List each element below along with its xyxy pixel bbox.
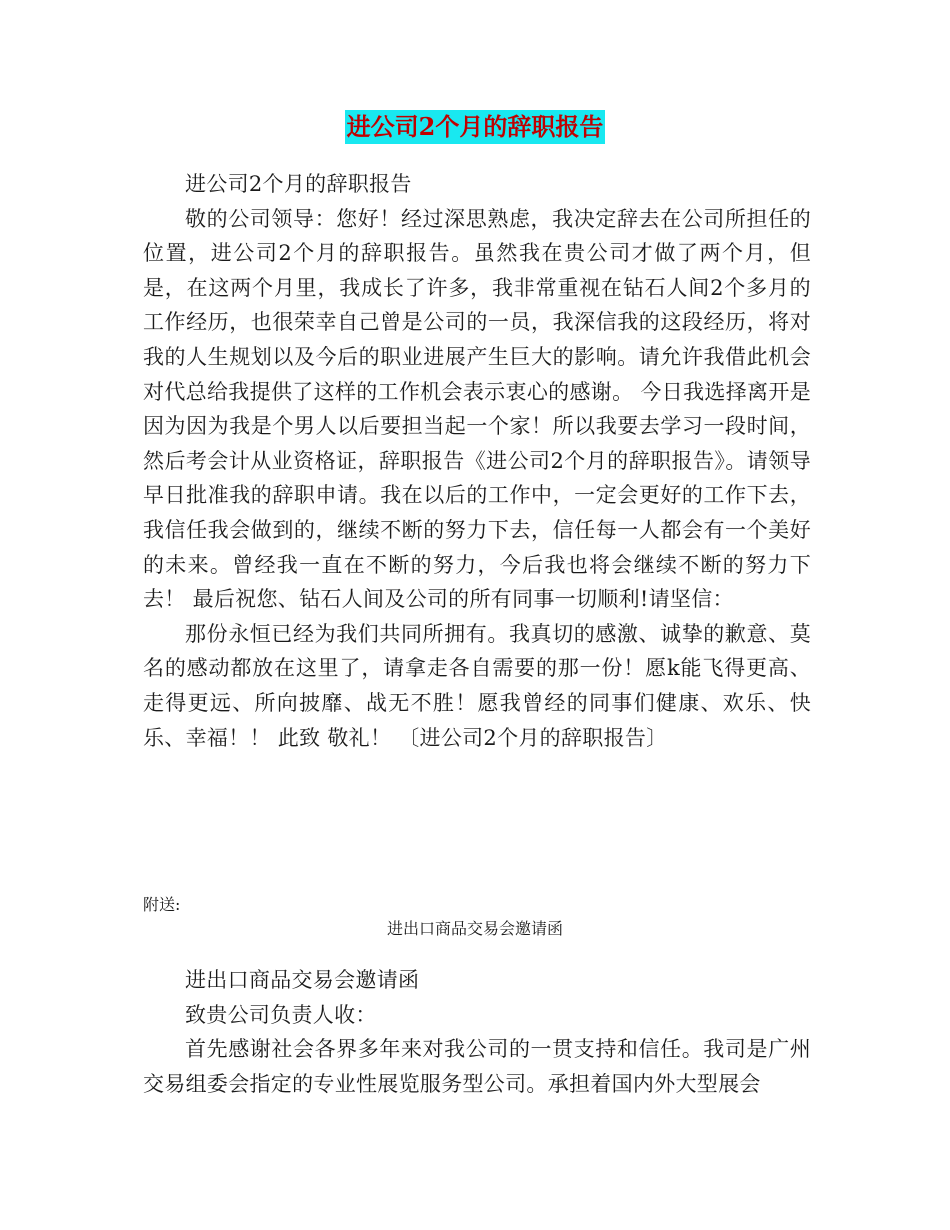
letter-main-paragraph: 敬的公司领导：您好！经过深思熟虑，我决定辞去在公司所担任的位置，进公司2个月的辞职报告。虽然我在贵公司才做了两个月，但是，在这两个月里，我成长了许多，我非常重视在钻石人间2个多月的工作经历，也很荣幸自己曾是公司的一员，我深信我的这段经历，将对我的人生规划以及今后的职业进展产生巨大的影响。请允许我借此机会对代总给我提供了这样的工作机会表示衷心的感谢。 今日我选择离开是因为因为我是个男人以后要担当起一个家！所以我要去学习一段时间，然后考会计从业资格证，辞职报告《进公司2个月的辞职报告》。请领导早日批准我的辞职申请。我在以后的工作中，一定会更好的工作下去，我信任我会做到的，继续不断的努力下去，信任每一人都会有一个美好的未来。曾经我一直在不断的努力，今后我也将会继续不断的努力下去！ 最后祝您、钻石人间及公司的所有同事一切顺利!请坚信： — [143, 206, 811, 612]
appendix-body — [143, 963, 811, 1101]
appendix-main-paragraph: 首先感谢社会各界多年来对我公司的一贯支持和信任。我司是广州交易组委会指定的专业性展览服务型公司。承担着国内外大型展会 — [143, 1037, 811, 1096]
letter-heading-paragraph: 进公司2个月的辞职报告 — [185, 172, 412, 196]
letter-closing-paragraph: 那份永恒已经为我们共同所拥有。我真切的感激、诚挚的歉意、莫名的感动都放在这里了，请拿走各自需要的那一份！愿k能飞得更高、走得更远、所向披靡、战无不胜！愿我曾经的同事们健康、欢乐、快乐、幸福！！ 此致 敬礼！ 〔进公司2个月的辞职报告〕 — [143, 621, 811, 750]
document-title — [0, 110, 950, 144]
appendix-title: 进出口商品交易会邀请函 — [386, 919, 563, 938]
appendix-heading-paragraph: 进出口商品交易会邀请函 — [185, 968, 420, 992]
letter-body — [143, 167, 811, 755]
document-title-text: 进公司2个月的辞职报告 — [345, 110, 606, 144]
appendix-label: 附送: — [143, 895, 181, 914]
appendix-greeting-paragraph: 致贵公司负责人收： — [185, 1002, 377, 1027]
